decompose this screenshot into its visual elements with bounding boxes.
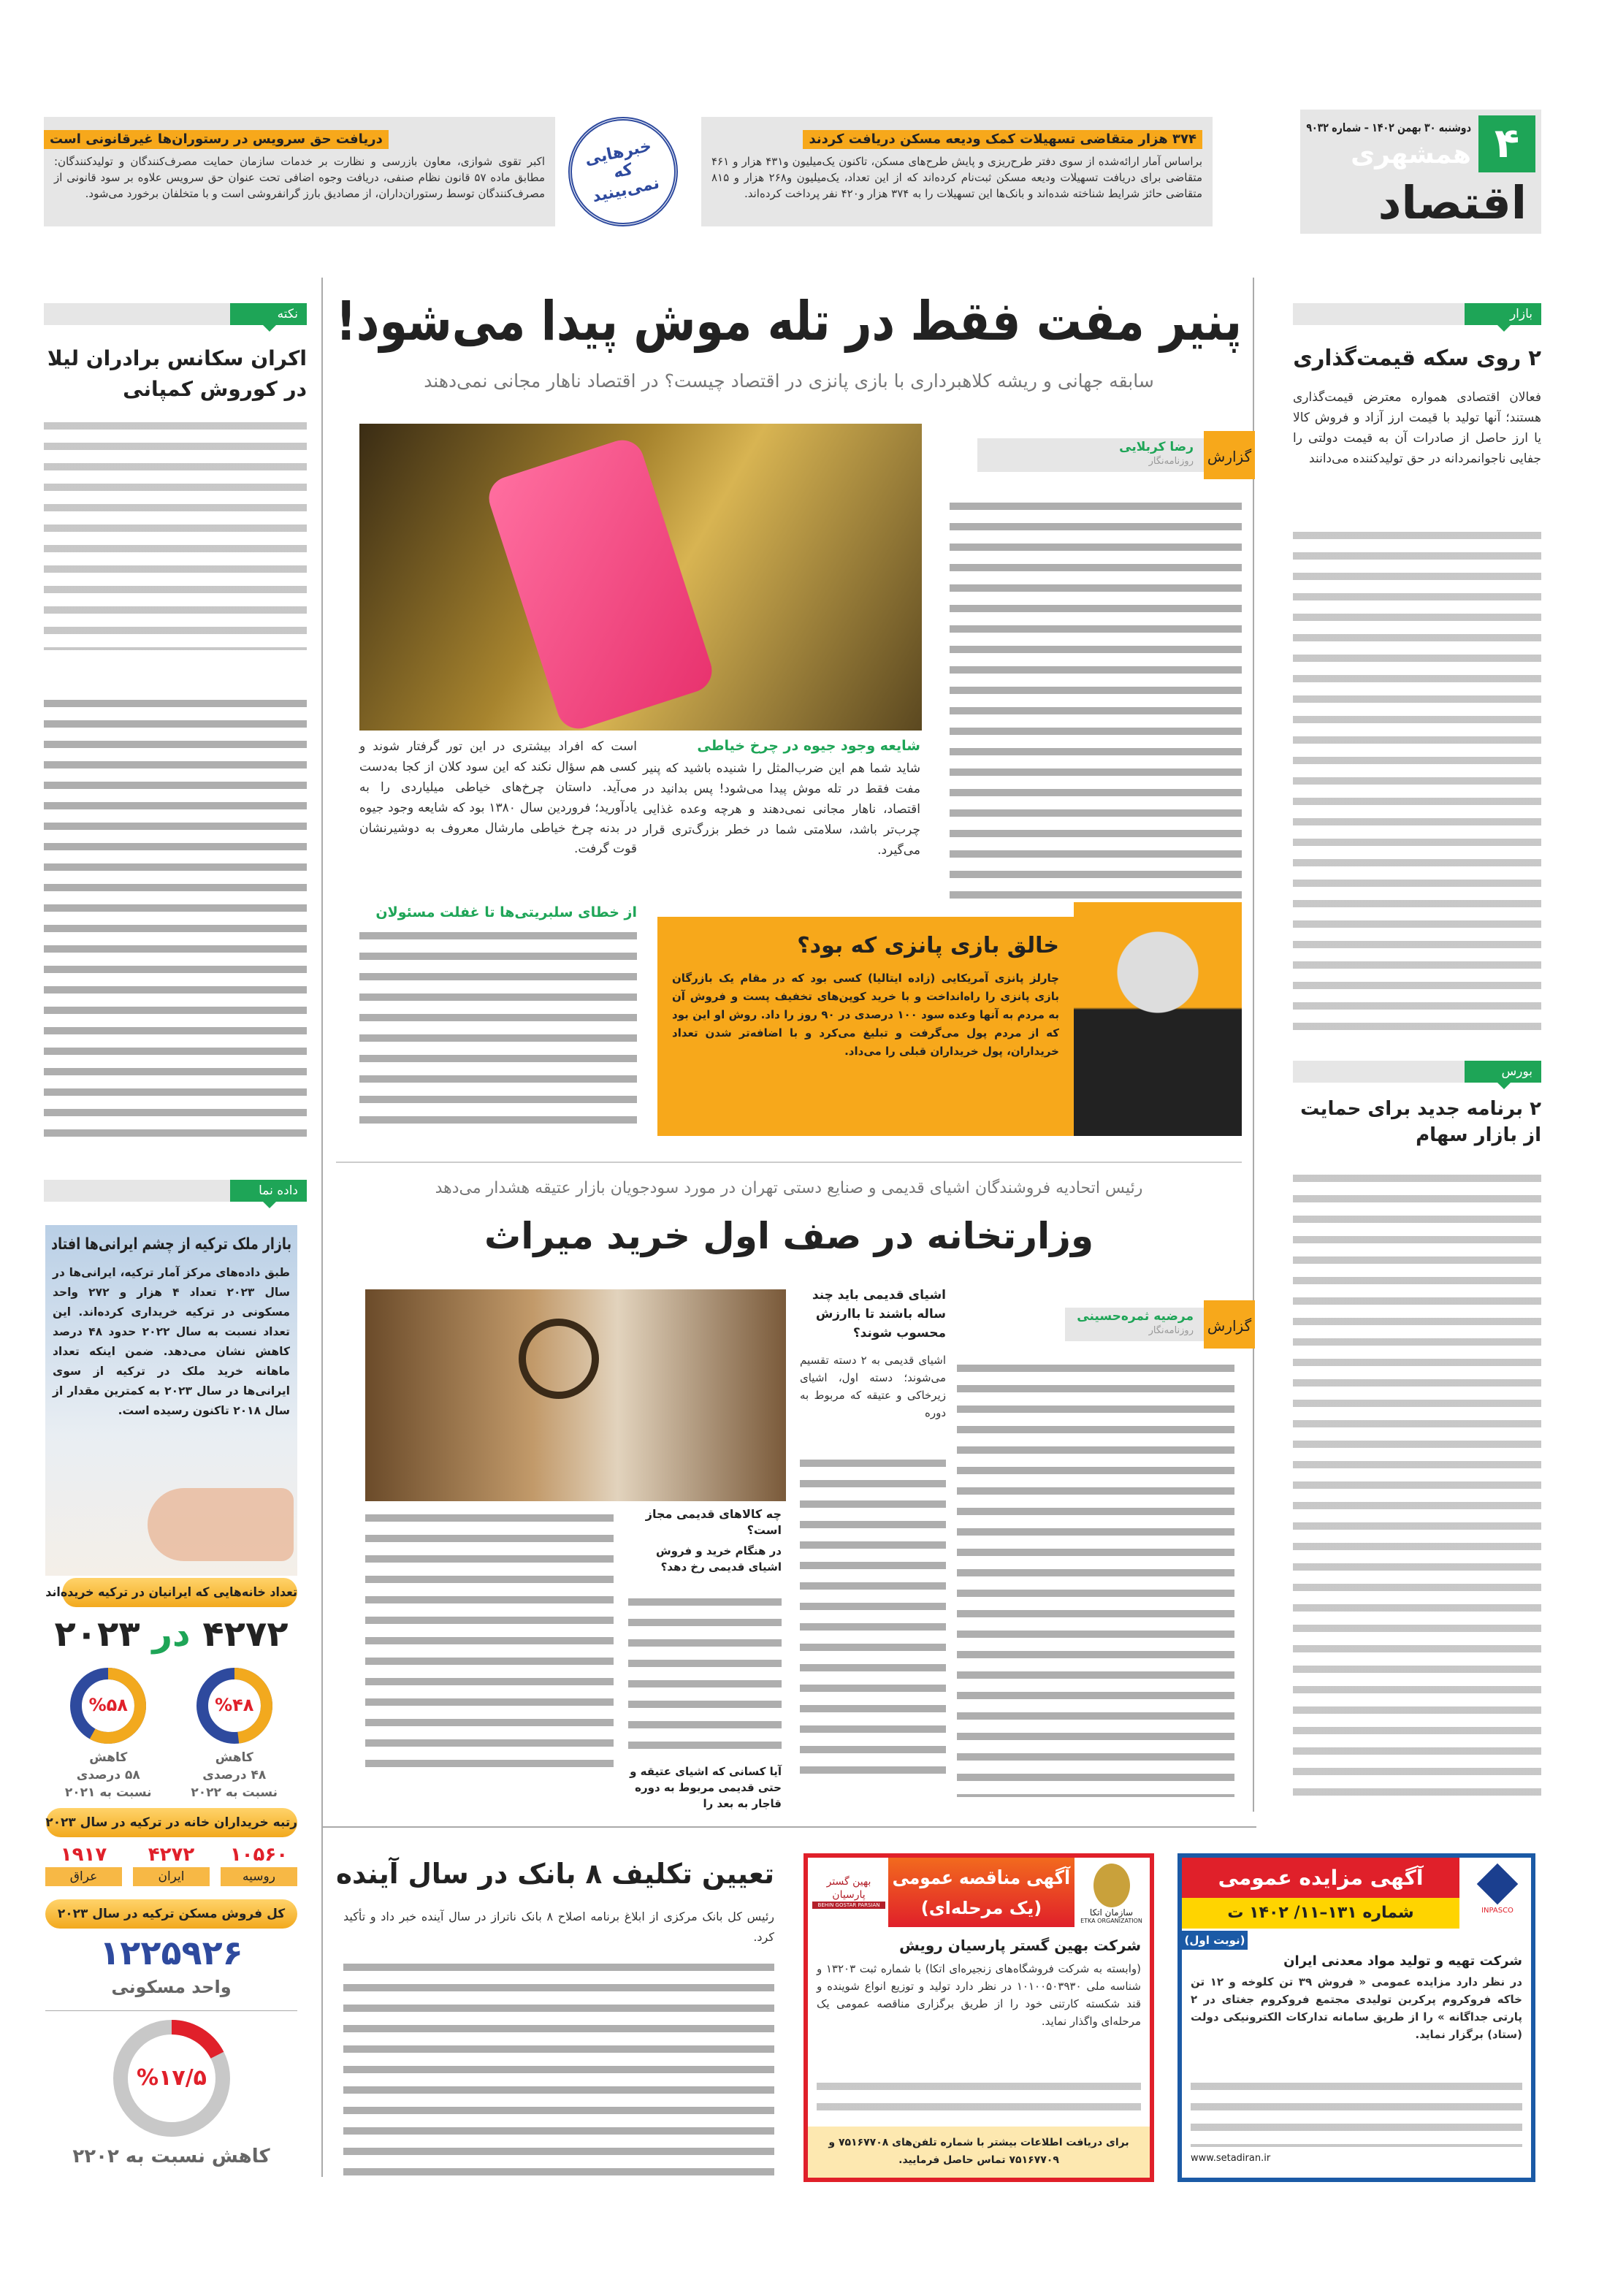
brand-logo: [812, 1875, 885, 1909]
infographic-title: بازار ملک ترکیه از چشم ایرانی‌ها افتاد: [51, 1235, 292, 1254]
author-role: روزنامه‌نگار: [1148, 1325, 1194, 1336]
article-body: [44, 416, 307, 650]
key-hand-image: [148, 1488, 294, 1561]
phone-image: [484, 435, 717, 731]
ad-company: شرکت بهین گستر پارسیان رویش: [899, 1937, 1141, 1954]
logo-icon: [1093, 1864, 1130, 1907]
donut-caption: کاهش: [215, 1750, 253, 1765]
logo-text: INPASCO: [1481, 1907, 1514, 1915]
masthead: [1300, 110, 1541, 234]
ad-number: شماره ۱۳۱–۱۱/ ۱۴۰۲ ت: [1182, 1898, 1459, 1929]
main-subtitle: سابقه جهانی و ریشه کلاهبرداری با بازی پانزی در اقتصاد چیست؟ در اقتصاد ناهار مجانی نمی‌دهند: [424, 370, 1154, 392]
teaser-box: [44, 117, 555, 226]
author-name[interactable]: مرضیه ثمره‌حسینی: [1077, 1309, 1194, 1324]
subheading: شایعه وجود جیوه در چرخ خیاطی: [697, 738, 920, 754]
article-title[interactable]: ۲ روی سکه قیمت‌گذاری: [1293, 346, 1541, 371]
decline-label: %۱۷/۵: [137, 2065, 207, 2091]
rank-country: روسیه: [221, 1867, 297, 1886]
rank-row: [45, 1842, 297, 1886]
article-title[interactable]: اکران سکانس برادران لیلا در کوروش کمپانی: [47, 346, 307, 401]
stat-year: ۲۰۲۳: [54, 1614, 140, 1655]
round-badge: (نوبت اول): [1182, 1931, 1248, 1950]
question-heading: چه کالاهای قدیمی مجاز است؟: [645, 1507, 782, 1537]
article-body: [44, 694, 307, 1147]
ad-footer: برای دریافت اطلاعات بیشتر با شماره تلفن‌های ۷۵۱۶۷۷۰۸ و ۷۵۱۶۷۷۰۹ تماس حاصل فرمایید.: [808, 2127, 1150, 2178]
ad-website[interactable]: www.setadiran.ir: [1191, 2153, 1271, 2164]
section-bar: [44, 1180, 307, 1202]
box-body: چارلز پانزی آمریکایی (زاده ایتالیا) کسی بود که در مقام یک بازرگان بازی پانزی را راه‌انداخت و با خرید کوپن‌های تخفیف پست و فروش آن به مردم به آنها وعده سود ۱۰۰ درصدی در ۹۰ روز را داد. روش او این بود که از مردم پول می‌گرفت و تبلیغ می‌کرد و با اضافه‌تر شدن تعداد خریداران، پول خریداران قبلی را می‌داد.: [672, 972, 1060, 1058]
info-box: [657, 917, 1242, 1136]
magnifier-image: [519, 1319, 599, 1399]
infographic-hero: [45, 1225, 297, 1576]
article-body: [950, 497, 1242, 906]
paper-logo: همشهری: [1351, 140, 1471, 169]
question-heading: آیا کسانی که اشیای عتیقه و حتی قدیمی مربوط به دوره قاجار به بعد را: [630, 1765, 782, 1810]
stat-pill: رتبه خریداران خانه در ترکیه در سال ۲۰۲۳: [46, 1808, 297, 1837]
divider: [336, 1162, 1242, 1163]
donut-caption: نسبت به ۲۰۲۲: [191, 1785, 278, 1800]
stamp: [558, 107, 688, 237]
ad-body: در نظر دارد مزایده عمومی « فروش ۳۹ تن کلوخه و ۱۲ تن خاکه فروکروم پرکربن تولیدی مجتمع فروکروم جغتای در ۲ پارتی جداگانه » را از طریق سامانه تدارکات الکترونیکی دولت (ستاد) برگزار نماید.: [1191, 1975, 1522, 2041]
antiques-headline[interactable]: وزارتخانه در صف اول خرید میراث: [484, 1215, 1094, 1257]
article-body: [628, 1593, 782, 1759]
tender-ad[interactable]: [804, 1853, 1154, 2182]
teaser-title[interactable]: ۳۷۴ هزار متقاضی تسهیلات کمک ودیعه مسکن دریافت کردند: [803, 130, 1202, 149]
infographic-body: طبق داده‌های مرکز آمار ترکیه، ایرانی‌ها در سال ۲۰۲۳ تعداد ۴ هزار و ۲۷۲ واحد مسکونی در ترکیه خریداری کرده‌اند. این تعداد نسبت به سال ۲۰۲۲ حدود ۴۸ درصد کاهش نشان می‌دهد. ضمن اینکه تعداد ماهانه خرید ملک در ترکیه از سوی ایرانی‌ها در سال ۲۰۲۳ به کمترین مقدار از سال ۲۰۱۸ تاکنون رسیده است.: [53, 1266, 290, 1417]
ad-title: آگهی مناقصه عمومی: [892, 1867, 1070, 1889]
logo-icon: [1477, 1864, 1519, 1905]
antiques-photo: [365, 1289, 786, 1501]
article-text: اشیای قدیمی به ۲ دسته تقسیم می‌شوند؛ دسته اول، اشیای زیرخاکی و عتیقه که مربوط به دوره: [800, 1354, 946, 1419]
byline-kind: گزارش: [1204, 431, 1255, 479]
kicker: رئیس اتحادیه فروشندگان اشیای قدیمی و صنایع دستی تهران در مورد سودجویان بازار عتیقه هشدار می‌دهد: [435, 1179, 1143, 1197]
author-name[interactable]: رضا کربلایی: [1119, 440, 1194, 454]
donut-label: %۴۸: [215, 1695, 254, 1715]
date-issue: دوشنبه ۳۰ بهمن ۱۴۰۲ – شماره ۹۰۳۲: [1306, 121, 1471, 134]
auction-ad[interactable]: [1177, 1853, 1535, 2182]
section-bar: [44, 303, 307, 325]
donut-label: %۵۸: [88, 1695, 128, 1715]
main-headline[interactable]: پنیر مفت فقط در تله موش پیدا می‌شود!: [335, 290, 1242, 353]
logo-text-en: ETKA ORGANIZATION: [1080, 1918, 1142, 1924]
page-number: ۴: [1478, 115, 1535, 172]
stat-number: ۴۲۷۲: [202, 1614, 289, 1655]
rank-value: ۱۹۱۷: [60, 1844, 107, 1866]
big-stat: [45, 1612, 297, 1657]
article-body: [1293, 1169, 1541, 1801]
article-title[interactable]: ۲ برنامه جدید برای حمایت از بازار سهام: [1300, 1098, 1541, 1146]
logo-text: سازمان اتکا: [1089, 1907, 1134, 1918]
teaser-body: براساس آمار ارائه‌شده از سوی دفتر طرح‌ریزی و پایش طرح‌های مسکن، تاکنون یک‌میلیون و۴۳۱ هزار و ۴۶۱ متقاضی برای دریافت تسهیلات ودیعه مسکن ثبت‌نام کرده‌اند که از این تعداد، یک‌میلیون و۲۶۸ هزار و ۸۱۵ متقاضی حائز شرایط شناخته شده‌اند و بانک‌ها این تسهیلات را به ۳۷۴ هزار و۴۲۰ نفر پرداخت کرده‌اند.: [711, 155, 1202, 200]
section-tag: بورس: [1465, 1061, 1541, 1083]
article-body: [343, 1958, 774, 2177]
etka-logo: [1080, 1864, 1142, 1924]
rank-country: عراق: [45, 1867, 122, 1886]
article-lead: فعالان اقتصادی همواره معترض قیمت‌گذاری هستند؛ آنها تولید با قیمت ارز آزاد و فروش کالا یا ارز حاصل از صادرات آن به قیمت دولتی را جفایی ناجوانمردانه در حق تولیدکننده می‌دانند: [1293, 390, 1541, 466]
section-tag: نکته: [230, 303, 307, 325]
stat-pill: تعداد خانه‌هایی که ایرانیان در ترکیه خریده‌اند: [62, 1578, 297, 1607]
decline-caption: کاهش نسبت به ۲۲۰۲: [72, 2146, 270, 2167]
stat-pill: کل فروش مسکن ترکیه در سال ۲۰۲۳: [45, 1899, 297, 1929]
section-bar: [1293, 1061, 1541, 1083]
question-heading: اشیای قدیمی باید چند ساله باشند تا باارزش محسوب شوند؟: [812, 1288, 946, 1340]
article-body: [957, 1359, 1234, 1797]
author-role: روزنامه‌نگار: [1148, 456, 1194, 467]
byline-kind: گزارش: [1204, 1300, 1255, 1349]
article-body: [1293, 526, 1541, 1030]
donut-caption: ۵۸ درصدی: [76, 1768, 140, 1782]
divider: [45, 2010, 297, 2011]
portrait: [1074, 902, 1242, 1136]
rank-value: ۱۰۵۶۰: [229, 1844, 289, 1866]
rank-country: ایران: [133, 1867, 210, 1886]
donut-caption: ۴۸ درصدی: [202, 1768, 267, 1782]
byline: [1065, 1308, 1255, 1341]
teaser-box: [701, 117, 1213, 226]
rank-item: [45, 1842, 122, 1886]
article-text: است که افراد بیشتری در این تور گرفتار شوند و کسی هم سؤال نکند که این سود کلان از کجا به‌دست می‌آید. داستان چرخ‌های خیاطی میلیاردی را به یادآورید؛ فروردین سال ۱۳۸۰ بود که شایعه وجود جیوه در بدنه چرخ خیاطی مارشال معروف به دوشیرنشان قوت گرفت.: [359, 739, 637, 856]
divider: [321, 1826, 1256, 1828]
donut-row: [45, 1666, 297, 1804]
ad-banner: آگهی مزایده عمومی: [1182, 1858, 1459, 1898]
donut-caption: نسبت به ۲۰۲۱: [64, 1785, 152, 1800]
section-bar: [1293, 303, 1541, 325]
article-body: [365, 1509, 614, 1779]
donut-stat: [180, 1666, 289, 1804]
total-sales: ۱۲۲۵۹۲۶: [99, 1933, 243, 1972]
ad-body: (وابسته به شرکت فروشگاه‌های زنجیره‌ای اتکا) با شماره ثبت ۱۳۲۰۳ و شناسه ملی ۱۰۱۰۰۵۰۳۹۳۰ در نظر دارد تولید و توزیع انواع شوینده و قند شکسته کارتنی خود را از طریق برگزاری مناقصه عمومی یک مرحله‌ای واگذار نماید.: [817, 1962, 1141, 2028]
main-photo: [359, 424, 922, 731]
divider: [1253, 278, 1254, 1812]
subheading: از خطای سلبریتی‌ها تا غفلت مسئولان: [375, 904, 637, 920]
inpasco-logo: [1468, 1864, 1527, 1916]
byline: [977, 438, 1255, 472]
brand-text-en: BEHIN GOSTAR PARSIAN: [812, 1902, 885, 1909]
article-body: [359, 926, 637, 1128]
teaser-title[interactable]: دریافت حق سرویس در رستوران‌ها غیرقانونی است: [44, 130, 389, 149]
donut-stat: [53, 1666, 163, 1804]
rank-item: [221, 1842, 297, 1886]
brand-text: بهین گستر پارسیان: [826, 1876, 871, 1901]
ad-text: [817, 2077, 1141, 2121]
donut-caption: کاهش: [89, 1750, 128, 1765]
total-unit: واحد مسکونی: [111, 1977, 232, 1997]
box-title: خالق بازی پانزی که بود؟: [797, 933, 1059, 958]
rank-value: ۴۲۷۲: [148, 1844, 195, 1866]
section-tag: داده نما: [230, 1180, 307, 1202]
bank-headline[interactable]: تعیین تکلیف ۸ بانک در سال آینده: [335, 1858, 774, 1890]
rank-item: [133, 1842, 210, 1886]
ad-banner: [888, 1858, 1074, 1927]
section-title: اقتصاد: [1378, 176, 1527, 229]
divider: [321, 278, 323, 2177]
stamp-text: خبرهایی که نمی‌بینید: [583, 137, 661, 207]
article-body: [800, 1454, 946, 1782]
article-text: شاید شما هم این ضرب‌المثل را شنیده باشید که پنیر مفت فقط در تله موش پیدا می‌شود! پس بدانید در اقتصاد، ناهار مجانی نمی‌دهند و هرچه وعده غذایی چرب‌تر باشد، سلامتی شما در خطر بزرگ‌تری قرار می‌گیرد.: [643, 761, 920, 858]
ad-subtitle: (یک مرحله‌ای): [920, 1898, 1042, 1918]
teaser-body: اکبر تقوی شوازی، معاون بازرسی و نظارت بر خدمات سازمان حمایت مصرف‌کنندگان و تولیدکنندگان: مطابق ماده ۵۷ قانون نظام صنفی، دریافت وجوه اضافی تحت عنوان حق سرویس علاوه بر سود قانونی از مصرف‌کنندگان توسط رستوران‌داران، از مصادیق بارز گرانفروشی است و با متخلفان برخورد می‌شود.: [54, 155, 545, 200]
section-tag: بازار: [1465, 303, 1541, 325]
ad-company: شرکت تهیه و تولید مواد معدنی ایران: [1283, 1953, 1522, 1969]
article-lead: رئیس کل بانک مرکزی از ابلاغ برنامه اصلاح ۸ بانک ناتراز در سال آینده خبر داد و تأکید کرد.: [343, 1910, 775, 1944]
question-heading: در هنگام خرید و فروش اشیای قدیمی رخ دهد؟: [655, 1544, 782, 1574]
stat-mid: در: [152, 1614, 191, 1655]
ad-text: [1191, 2077, 1522, 2147]
